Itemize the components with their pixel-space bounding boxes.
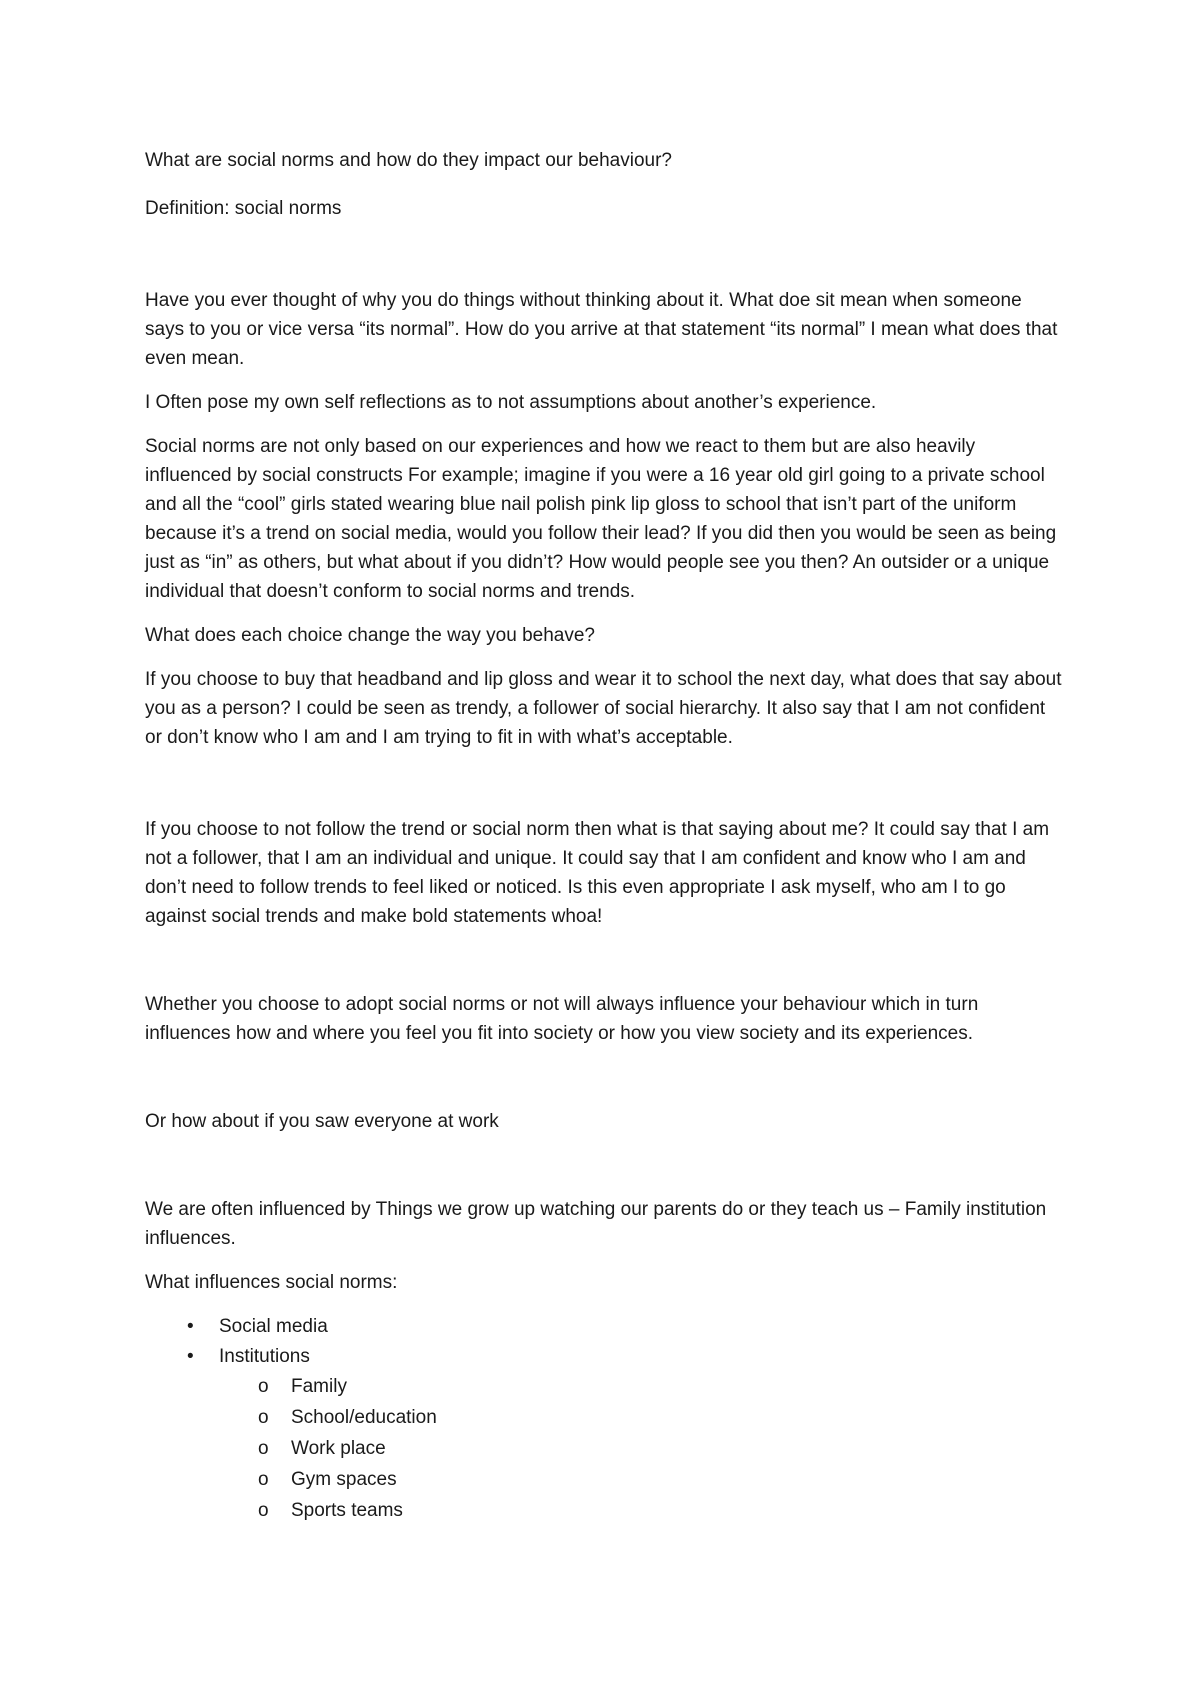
sub-list-item [145, 1465, 1065, 1496]
paragraph: I Often pose my own self reflections as to not assumptions about another’s experience. [145, 392, 877, 413]
circle-bullet-icon: o [258, 1438, 269, 1459]
circle-bullet-icon: o [258, 1407, 269, 1428]
circle-bullet-icon: o [258, 1500, 269, 1521]
paragraph: We are often influenced by Things we grow up watching our parents do or they teach us – Family institution influences. [145, 1199, 1047, 1249]
institutions-sublist [145, 1372, 1065, 1527]
list-item [145, 1342, 1065, 1372]
sub-list-item-label: Family [291, 1376, 347, 1397]
paragraph: What does each choice change the way you behave? [145, 625, 595, 646]
sub-list-item-label: Work place [291, 1438, 386, 1459]
sub-list-item-label: Gym spaces [291, 1469, 397, 1490]
sub-list-item-label: School/education [291, 1407, 437, 1428]
sub-list-item [145, 1372, 1065, 1403]
bullet-icon: • [187, 1346, 194, 1367]
list-item-label: Institutions [219, 1346, 310, 1367]
list-item-label: Social media [219, 1316, 328, 1337]
sub-list-item [145, 1496, 1065, 1527]
document-body [145, 146, 1065, 1527]
influences-list [145, 1312, 1065, 1372]
list-heading: What influences social norms: [145, 1272, 398, 1293]
bullet-icon: • [187, 1316, 194, 1337]
sub-list-item [145, 1434, 1065, 1465]
sub-list-item-label: Sports teams [291, 1500, 403, 1521]
document-title: What are social norms and how do they impact our behaviour? [145, 150, 672, 171]
paragraph: Have you ever thought of why you do things without thinking about it. What doe sit mean when someone says to you or vice versa “its normal”. How do you arrive at that statement “its normal” I mean what does that even mean. [145, 290, 1058, 369]
list-item [145, 1312, 1065, 1342]
paragraph: Social norms are not only based on our experiences and how we react to them but are also heavily influenced by social constructs For example; imagine if you were a 16 year old girl going to a private school and all the “cool” girls stated wearing blue nail polish pink lip gloss to school that isn’t part of the uniform because it’s a trend on social media, would you follow their lead? If you did then you would be seen as being just as “in” as others, but what about if you didn’t? How would people see you then? An outsider or a unique individual that doesn’t conform to social norms and trends. [145, 436, 1057, 602]
paragraph: If you choose to not follow the trend or social norm then what is that saying about me? It could say that I am not a follower, that I am an individual and unique. It could say that I am confident and know who I am and don’t need to follow trends to feel liked or noticed. Is this even appropriate I ask myself, who am I to go against social trends and make bold statements whoa! [145, 819, 1050, 927]
circle-bullet-icon: o [258, 1376, 269, 1397]
paragraph: If you choose to buy that headband and lip gloss and wear it to school the next day, what does that say about you as a person? I could be seen as trendy, a follower of social hierarchy. It also say that I am not confident or don’t know who I am and I am trying to fit in with what’s acceptable. [145, 669, 1062, 748]
definition-line: Definition: social norms [145, 198, 342, 219]
circle-bullet-icon: o [258, 1469, 269, 1490]
sub-list-item [145, 1403, 1065, 1434]
paragraph: Whether you choose to adopt social norms or not will always influence your behaviour which in turn influences how and where you feel you fit into society or how you view society and its experiences. [145, 994, 979, 1044]
paragraph: Or how about if you saw everyone at work [145, 1111, 499, 1132]
